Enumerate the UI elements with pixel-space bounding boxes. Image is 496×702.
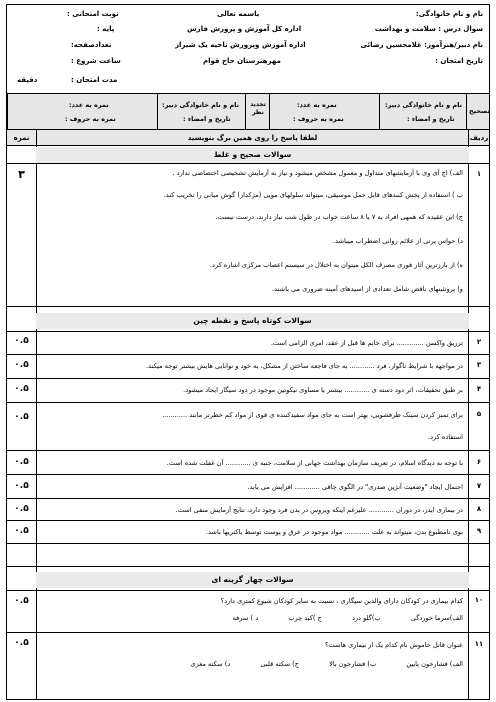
mc-option[interactable]: د ) سرفه <box>232 614 259 622</box>
short-question: در بیماری ایدز، در دوران ............ علیرغم اینکه ویروس در بدن فرد وجود دارد، نتایج آزمایش منفی است. <box>175 506 463 514</box>
mc-option[interactable]: د) سکته مغزی <box>190 660 231 668</box>
question-score: ۰.۵ <box>14 481 29 491</box>
start-time-label: ساعت شروع : <box>71 57 121 65</box>
section-true-false: سوالات صحیح و غلط <box>36 147 469 163</box>
tf-item: الف) اچ آی وی با آزمایشهای متداول و معمول مشخص میشود و نیاز به آزمایش تشخیصی اختصاصی ندارد . <box>172 169 463 177</box>
mc-question: عنوان قاتل خاموش نام کدام یک از بیماری هاست؟ <box>324 641 463 649</box>
tf-item: ب ) استفاده از پخش کنندهای قابل حمل موسیقی، میتواند سلولهای مویی (مژکدار) گوش میانی را تخریب کند. <box>163 191 463 199</box>
short-question: برای تمیز کردن سینک ظرفشویی، بهتر است به جای مواد سفیدکننده ی قوی از مواد کم خطرتر مانند ............ <box>162 411 463 419</box>
course-label: سوال درس : سلامت و بهداشت <box>374 25 483 33</box>
question-score: ۰.۵ <box>14 412 29 422</box>
minute-label: دقیقه <box>17 76 38 84</box>
teacher-name-1: نام و نام خانوادگی دبیر: <box>385 101 463 109</box>
tf-item: ج) این عقیده که همهی افراد به ۷ یا ۸ ساعت خواب در طول شب نیاز دارند، درست نیست. <box>215 213 463 221</box>
date-sign-2: تاریخ و امضاء : <box>183 115 231 123</box>
grading-strip <box>6 94 490 130</box>
tf-item: ه) از بارزترین آثار فوری مصرف الکل میتوان به اختلال در سیستم اعصاب مرکزی اشاره کرد. <box>209 261 463 269</box>
org-name-1: اداره کل آموزش و پرورش فارس <box>187 25 302 33</box>
short-question: بر طبق تحقیقات، اثر دود دسته ی ............ بیشتر یا مساوی نیکوتین موجود در دود سیگار ایجاد میشود. <box>183 386 463 394</box>
question-number: ۶ <box>476 458 482 466</box>
short-question: در مواجهه با شرایط ناگوار، فرد ............ به جای فاجعه ساختن از مشکل، به خود و توانایی هایش بیشتر توجه میکند. <box>145 362 463 370</box>
question-score: ۰.۵ <box>14 526 29 536</box>
question-number: ۱۱ <box>474 640 484 648</box>
short-question-continued: استفاده کرد. <box>428 433 463 441</box>
org-name-2: اداره آموزش وپرورش ناحیه یک شیراز <box>175 41 306 49</box>
question-score: ۰.۵ <box>14 596 29 606</box>
question-score: ۰.۵ <box>14 384 29 394</box>
question-number: ۸ <box>476 505 482 513</box>
short-question: بوی نامطبوع بدن، میتواند به علت ............ مواد موجود در عرق و پوست توسط باکتریها باشد. <box>205 528 463 536</box>
question-number: ۷ <box>476 482 482 490</box>
section-multiple-choice: سوالات چهار گزینه ای <box>36 572 469 588</box>
exam-page <box>6 4 490 700</box>
question-score: ۰.۵ <box>14 504 29 514</box>
tf-item: و) پروتئینهای ناقص شامل تعدادی از اسیدهای آمینه ضروری می باشند. <box>272 285 463 293</box>
exam-header <box>6 4 490 94</box>
question-number: ۱۰ <box>474 596 484 604</box>
mc-option[interactable]: ج) سکته قلبی <box>260 660 299 668</box>
date-sign-1: تاریخ و امضاء : <box>407 115 455 123</box>
correction-label: تصحیح <box>469 107 490 115</box>
score-words-1: نمره به حروف : <box>293 115 344 123</box>
teacher-name-2: نام و نام خانوادگی دبیر: <box>162 101 240 109</box>
mc-option[interactable]: ج )کبد چرب <box>288 614 322 622</box>
question-number: ۴ <box>476 385 482 393</box>
mc-options <box>39 614 463 622</box>
col-instruction-header: لطفا پاسخ را روی همین برگ بنویسید <box>36 130 469 146</box>
student-name-label: نام و نام خانوادگی: <box>415 10 483 18</box>
question-number: ۹ <box>476 527 482 535</box>
duration-label: مدت امتحان : <box>71 76 118 84</box>
review-label: تجدید نظر <box>250 101 266 116</box>
col-row-header: ردیف <box>469 130 489 146</box>
teacher-label: نام دبیر/هنرآموز: غلامحسین رضائی <box>360 41 483 49</box>
mc-option[interactable]: الف)سرما خوردگی <box>410 614 463 622</box>
question-number: ۱ <box>476 170 482 178</box>
school-name: مهرهنرستان حاج قوام <box>203 57 281 65</box>
mc-option[interactable]: ب) فشارخون بالا <box>329 660 377 668</box>
mc-option[interactable]: ب)گلو درد <box>351 614 381 622</box>
short-question: احتمال ایجاد "وضعیت آنژین صدری" در الگوی چاقی ............ افزایش می یابد. <box>247 483 463 491</box>
question-score: ۰.۵ <box>14 638 29 648</box>
short-question: تزریق واکسن ............. برای خانم ها قبل از عقد، امری الزامی است. <box>270 339 463 347</box>
question-number: ۳ <box>476 361 482 369</box>
pages-label: تعدادصفحه: <box>71 41 112 49</box>
question-score: ۰.۵ <box>14 457 29 467</box>
exam-date-label: تاریخ امتحان : <box>435 57 483 65</box>
question-number: ۵ <box>476 410 482 418</box>
mc-options <box>39 660 463 668</box>
section-short-answer: سوالات کوتاه پاسخ و نقطه چین <box>36 313 469 329</box>
score-number-2: نمره به عدد: <box>69 101 109 109</box>
exam-type-label: نوبت امتحانی : <box>67 10 119 18</box>
grade-label: پایه : <box>97 25 115 33</box>
tf-item: د) حواس پرتی از علائم روانی اضطراب میباشد. <box>332 237 463 245</box>
question-score: ۰.۵ <box>14 360 29 370</box>
questions-table <box>6 130 490 700</box>
mc-question: کدام بیماری در کودکان دارای والدین سیگاری ، نسبت به سایر کودکان شیوع کمتری دارد؟ <box>220 597 463 605</box>
col-score-header: نمره <box>7 130 36 146</box>
question-number: ۲ <box>476 338 482 346</box>
short-question: با توجه به دیدگاه اسلام، در تعریف سازمان بهداشت جهانی از سلامت، جنبه ی ............ آن غفلت شده است. <box>166 459 463 467</box>
basmala: باسمه تعالی <box>217 10 260 18</box>
mc-option[interactable]: الف) فشارخون پایین <box>406 660 463 668</box>
score-words-2: نمره به حروف : <box>65 115 116 123</box>
score-number-1: نمره به عدد: <box>297 101 337 109</box>
question-score: ۳ <box>18 168 25 181</box>
question-score: ۰.۵ <box>14 336 29 346</box>
